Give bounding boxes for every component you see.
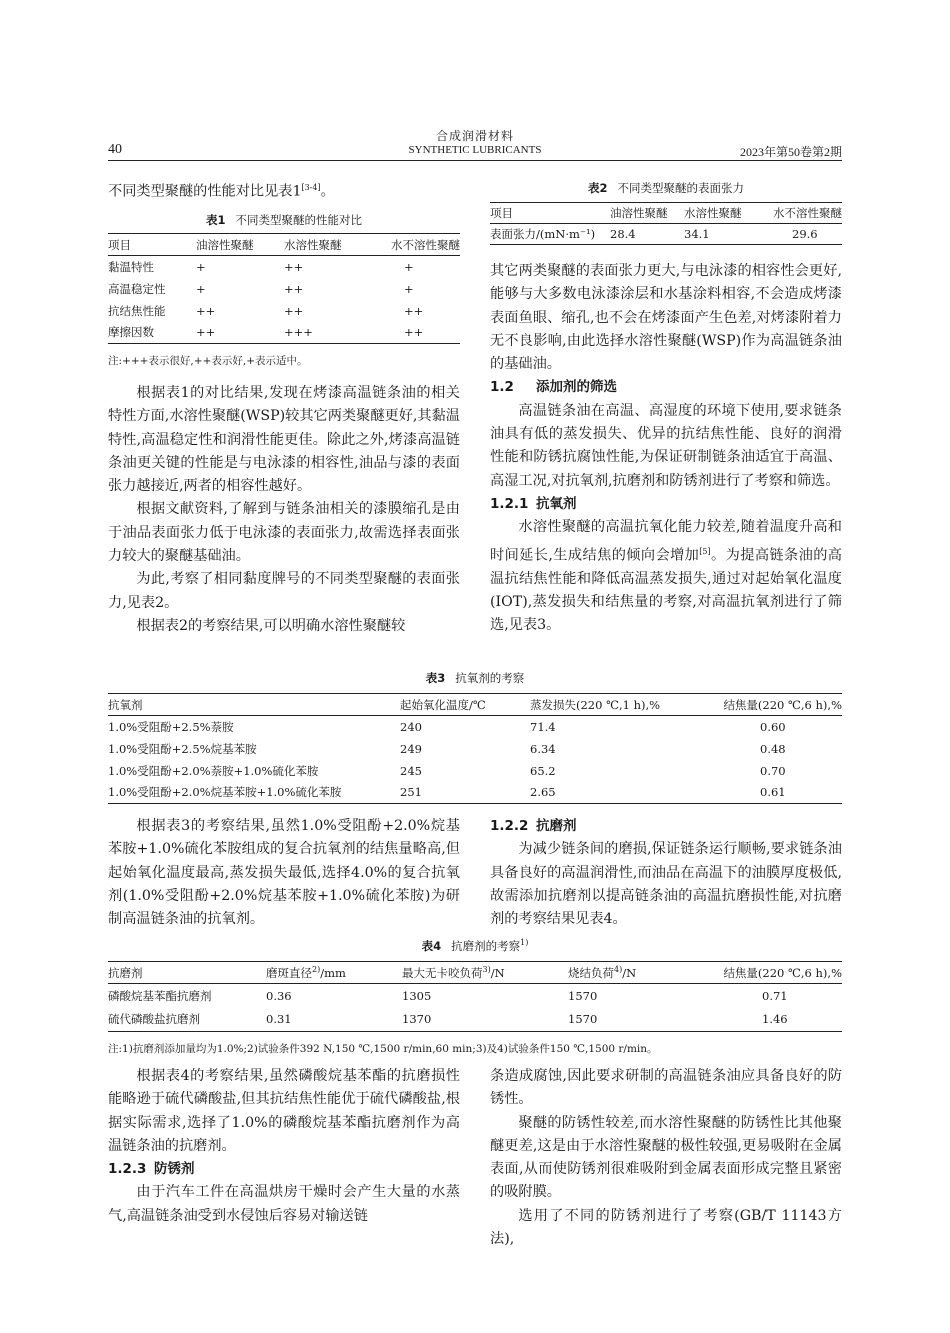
body-paragraph: 由于汽车工件在高温烘房干燥时会产生大量的水蒸气,高温链条油受到水侵蚀后容易对输送链 [108, 1184, 460, 1224]
section-heading-1-2: 1.2 添加剂的筛选 [490, 379, 617, 396]
table4-header: 磨斑直径$^{2)}$/mm [266, 964, 346, 980]
mid-right-body [490, 815, 842, 931]
body-paragraph: 根据表3的考察结果,虽然1.0%受阻酚+2.0%烷基苯胺+1.0%硫化苯胺组成的复合抗氧剂的结焦量略高,但起始氧化温度最高,蒸发损失最低,选择4.0%的复合抗氧剂(1.0%受阻酚+2.0%烷基苯胺+1.0%硫化苯胺)为研制高温链条油的抗氧剂。 [108, 818, 460, 928]
table2-header: 油溶性聚醚 [610, 206, 668, 220]
table2-header: 项目 [490, 206, 513, 220]
table4-caption: 表4 抗磨剂的考察$^{1)}$ [421, 938, 529, 953]
table3-header: 起始氧化温度/℃ [400, 697, 486, 712]
table-row: 1.0%受阻酚+2.5%烷基苯胺 249 6.34 0.48 [108, 741, 786, 756]
table-row: 抗结焦性能 ++ ++ ++ [108, 303, 424, 318]
table4-label: 表4 [421, 939, 442, 953]
table2-label: 表2 [587, 181, 608, 195]
body-paragraph: 水溶性聚醚的高温抗氧化能力较差,随着温度升高和时间延长,生成结焦的倾向会增加[5]。为提高链条油的高温抗结焦性能和降低高温蒸发损失,通过对起始氧化温度(IOT),蒸发损失和结焦量的考察,对高温抗氧剂进行了筛选,见表3。 [490, 519, 842, 634]
body-paragraph: 为此,考察了相同黏度牌号的不同类型聚醚的表面张力,见表2。 [108, 571, 460, 611]
left-body [108, 382, 460, 638]
body-paragraph: 选用了不同的防锈剂进行了考察(GB/T 11143方法), [490, 1207, 842, 1248]
body-paragraph: 条造成腐蚀,因此要求研制的高温链条油应具备良好的防锈性。 [490, 1068, 842, 1108]
body-paragraph: 根据表4的考察结果,虽然磷酸烷基苯酯的抗磨损性能略逊于硫代磷酸盐,但其抗结焦性能优于硫代磷酸盐,根据实际需求,选择了1.0%的磷酸烷基苯酯抗磨剂作为高温链条油的抗磨剂。 [108, 1068, 460, 1154]
journal-title-cn: 合成润滑材料 [435, 129, 514, 143]
table-row: 高温稳定性 + ++ + [108, 281, 414, 296]
table3-header: 结焦量(220 ℃,6 h),% [723, 697, 842, 712]
table2-title: 不同类型聚醚的表面张力 [617, 181, 744, 195]
table3-header: 蒸发损失(220 ℃,1 h),% [530, 697, 661, 712]
page-number: 40 [108, 142, 122, 157]
section-heading-1-2-3: 1.2.3 防锈剂 [108, 1161, 195, 1178]
table4-header: 抗磨剂 [108, 965, 143, 980]
journal-title-en: SYNTHETIC LUBRICANTS [408, 144, 542, 156]
table4-header: 结焦量(220 ℃,6 h),% [723, 965, 842, 980]
table4-header: 最大无卡咬负荷$^{3)}$/N [402, 964, 505, 980]
table4-header: 烧结负荷$^{4)}$/N [568, 964, 637, 980]
table1-header: 水溶性聚醚 [284, 237, 342, 252]
section-heading-1-2-2: 1.2.2 抗磨剂 [490, 818, 577, 834]
table4-title: 抗磨剂的考察 [451, 939, 521, 953]
table2 [490, 202, 842, 245]
table1-header: 项目 [108, 237, 131, 252]
table3 [108, 693, 842, 804]
body-paragraph: 为减少链条间的磨损,保证链条运行顺畅,要求链条油具备良好的高温润滑性,而油品在高温下的油膜厚度极低,故需添加抗磨剂以提高链条油的高温抗磨损性能,对抗磨剂的考察结果见表4。 [490, 841, 842, 928]
body-paragraph: 根据表2的考察结果,可以明确水溶性聚醚较 [136, 617, 406, 634]
table1-note: 注:+++表示很好,++表示好,+表示适中。 [108, 355, 308, 367]
table3-header: 抗氧剂 [108, 697, 143, 712]
table-row: 硫代磷酸盐抗磨剂 0.31 1370 1570 1.46 [108, 1012, 788, 1027]
table3-title: 抗氧剂的考察 [455, 671, 525, 685]
table3-label: 表3 [425, 671, 446, 685]
table1-header: 油溶性聚醚 [196, 237, 254, 252]
table1-title: 不同类型聚醚的性能对比 [235, 213, 362, 227]
bottom-left-body [108, 1065, 460, 1228]
table1-caption [108, 212, 460, 228]
table2-header: 水不溶性聚醚 [773, 206, 842, 220]
table3-caption [108, 670, 842, 686]
table-row: 1.0%受阻酚+2.0%萘胺+1.0%硫化苯胺 245 65.2 0.70 [108, 763, 786, 778]
table-row: 表面张力/(mN·m⁻¹) 28.4 34.1 29.6 [490, 227, 818, 241]
table-row: 摩擦因数 ++ +++ ++ [108, 325, 424, 340]
table-row: 磷酸烷基苯酯抗磨剂 0.36 1305 1570 0.71 [108, 988, 788, 1003]
table-row: 1.0%受阻酚+2.0%烷基苯胺+1.0%硫化苯胺 251 2.65 0.61 [108, 785, 786, 800]
mid-left-body [108, 815, 460, 931]
body-paragraph: 聚醚的防锈性较差,而水溶性聚醚的防锈性比其他聚醚更差,这是由于水溶性聚醚的极性较强,更易吸附在金属表面,从而使防锈剂很难吸附到金属表面形成完整且紧密的吸附膜。 [490, 1114, 842, 1201]
table1 [108, 233, 460, 344]
bottom-right-body [490, 1065, 842, 1251]
section-heading-1-2-1: 1.2.1 抗氧剂 [490, 495, 577, 512]
table-row: 1.0%受阻酚+2.5%萘胺 240 71.4 0.60 [108, 719, 786, 734]
body-paragraph: 其它两类聚醚的表面张力更大,与电泳漆的相容性会更好,能够与大多数电泳漆涂层和水基涂料相容,不会造成烤漆表面鱼眼、缩孔,也不会在烤漆面产生色差,对烤漆附着力无不良影响,由此选择水溶性聚醚(WSP)作为高温链条油的基础油。 [490, 263, 842, 373]
body-paragraph: 根据文献资料,了解到与链条油相关的漆膜缩孔是由于油品表面张力低于电泳漆的表面张力,故需选择表面张力较大的聚醚基础油。 [108, 501, 460, 565]
table1-header: 水不溶性聚醚 [391, 237, 460, 252]
table1-label: 表1 [205, 213, 226, 227]
table-row: 黏温特性 + ++ + [108, 259, 414, 274]
table2-caption [490, 180, 842, 196]
issue-info: 2023年第50卷第2期 [739, 145, 842, 159]
right-body [490, 260, 842, 637]
table2-header: 水溶性聚醚 [684, 206, 742, 220]
body-paragraph: 根据表1的对比结果,发现在烤漆高温链条油的相关特性方面,水溶性聚醚(WSP)较其它两类聚醚更好,其黏温特性,高温稳定性和润滑性能更佳。除此之外,烤漆高温链条油更关键的性能是与电泳漆的相容性,油品与漆的表面张力越接近,两者的相容性越好。 [108, 385, 460, 495]
body-paragraph: 高温链条油在高温、高湿度的环境下使用,要求链条油具有低的蒸发损失、优异的抗结焦性能、良好的润滑性能和防锈抗腐蚀性能,为保证研制链条油适宜于高温、高湿工况,对抗氧剂,抗磨剂和防锈剂进行了考察和筛选。 [490, 402, 842, 489]
header-rule [108, 160, 842, 161]
table4 [108, 961, 842, 1032]
table4-note: 注:1)抗磨剂添加量均为1.0%;2)试验条件392 N,150 ℃,1500 r/min,60 min;3)及4)试验条件150 ℃,1500 r/min。 [108, 1043, 658, 1055]
intro-paragraph: 不同类型聚醚的性能对比见表1[3-4]。 [108, 183, 335, 200]
